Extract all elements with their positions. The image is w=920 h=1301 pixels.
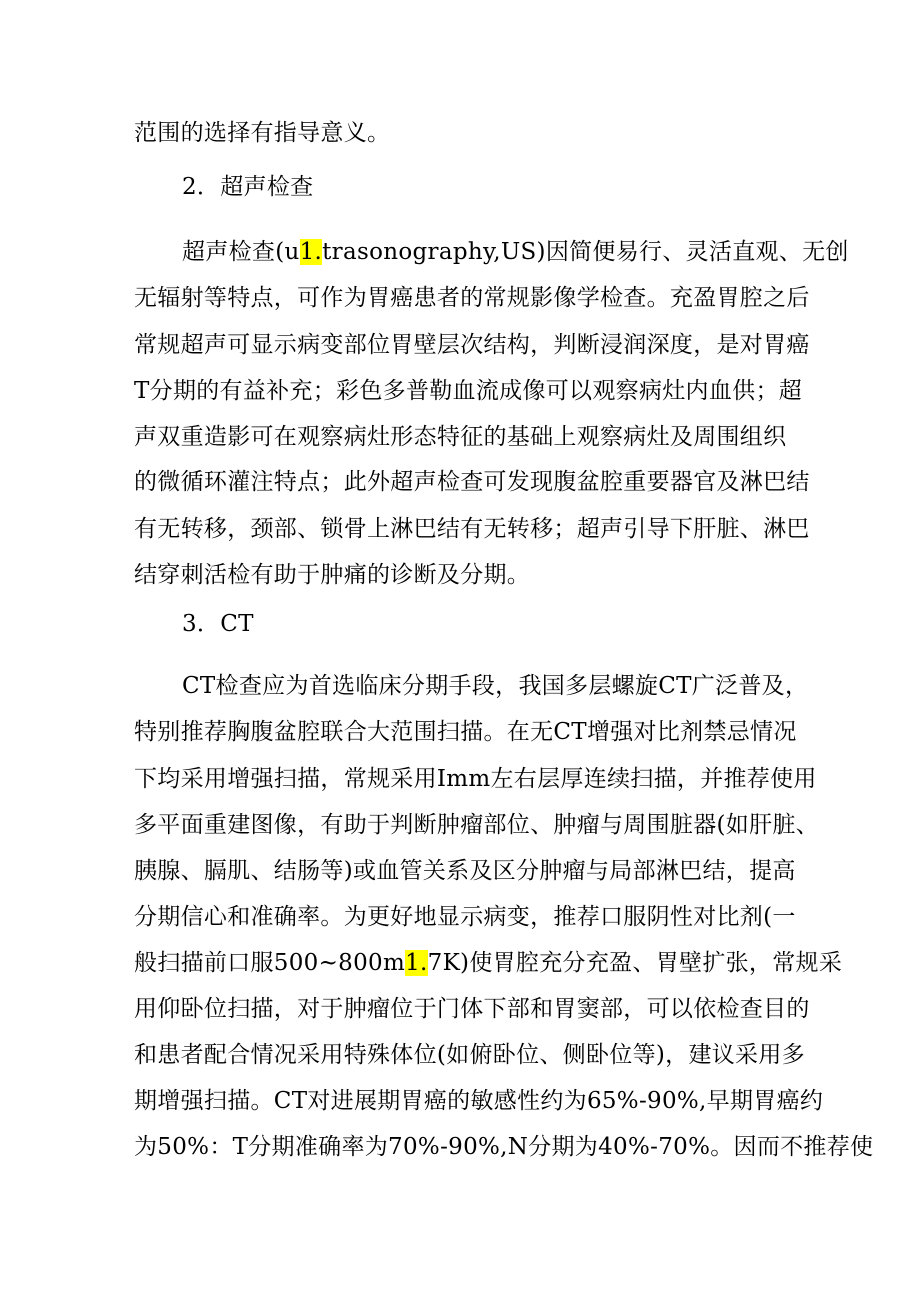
paragraph-line: 声双重造影可在观察病灶形态特征的基础上观察病灶及周围组织: [134, 424, 787, 450]
paragraph-line: 有无转移，颈部、锁骨上淋巴结有无转移；超声引导下肝脏、淋巴: [134, 516, 810, 542]
section-heading-ultrasound: 2．超声检查: [182, 174, 314, 200]
paragraph-line: 为50%：T分期准确率为70%-90%,N分期为40%-70%。因而不推荐使: [134, 1134, 874, 1160]
highlight-mark: 1.: [405, 950, 428, 976]
paragraph-line: 分期信心和准确率。为更好地显示病变，推荐口服阴性对比剂(一: [134, 904, 796, 930]
paragraph-line: 结穿刺活检有助于肿痛的诊断及分期。: [134, 562, 531, 588]
paragraph-line: [182, 237, 849, 267]
paragraph-line: 特别推荐胸腹盆腔联合大范围扫描。在无CT增强对比剂禁忌情况: [134, 719, 797, 745]
paragraph-line: 常规超声可显示病变部位胃壁层次结构，判断浸润深度，是对胃癌: [134, 332, 810, 358]
paragraph-line: T分期的有益补充；彩色多普勒血流成像可以观察病灶内血供；超: [134, 378, 803, 404]
paragraph-line: 下均采用增强扫描，常规采用Imm左右层厚连续扫描，并推荐使用: [134, 766, 817, 792]
paragraph-line: 无辐射等特点，可作为胃癌患者的常规影像学检查。充盈胃腔之后: [134, 285, 810, 311]
highlight-mark: 1.: [299, 239, 323, 265]
text-segment: 般扫描前口服500~800m: [134, 950, 406, 976]
paragraph-line: 期增强扫描。CT对进展期胃癌的敏感性约为65%-90%,早期胃癌约: [134, 1088, 824, 1114]
text-segment: trasonography,US)因简便易行、灵活直观、无创: [322, 239, 849, 265]
paragraph-line: 用仰卧位扫描，对于肿瘤位于门体下部和胃窦部，可以依检查目的: [134, 996, 810, 1022]
paragraph-line: 的微循环灌注特点；此外超声检查可发现腹盆腔重要器官及淋巴结: [134, 469, 810, 495]
paragraph-line: 多平面重建图像，有助于判断肿瘤部位、肿瘤与周围脏器(如肝脏、: [134, 812, 819, 838]
text-segment: 超声检查(u: [182, 239, 300, 265]
paragraph-line: [134, 948, 842, 978]
paragraph-line: 范围的选择有指导意义。: [134, 120, 391, 146]
text-segment: 7K)使胃腔充分充盈、胃壁扩张，常规采: [427, 950, 843, 976]
paragraph-line: CT检查应为首选临床分期手段，我国多层螺旋CT广泛普及，: [182, 673, 809, 699]
paragraph-line: 胰腺、膈肌、结肠等)或血管关系及区分肿瘤与局部淋巴结，提高: [134, 858, 796, 884]
paragraph-line: 和患者配合情况采用特殊体位(如俯卧位、侧卧位等)，建议采用多: [134, 1042, 805, 1068]
section-heading-ct: 3．CT: [182, 611, 254, 637]
